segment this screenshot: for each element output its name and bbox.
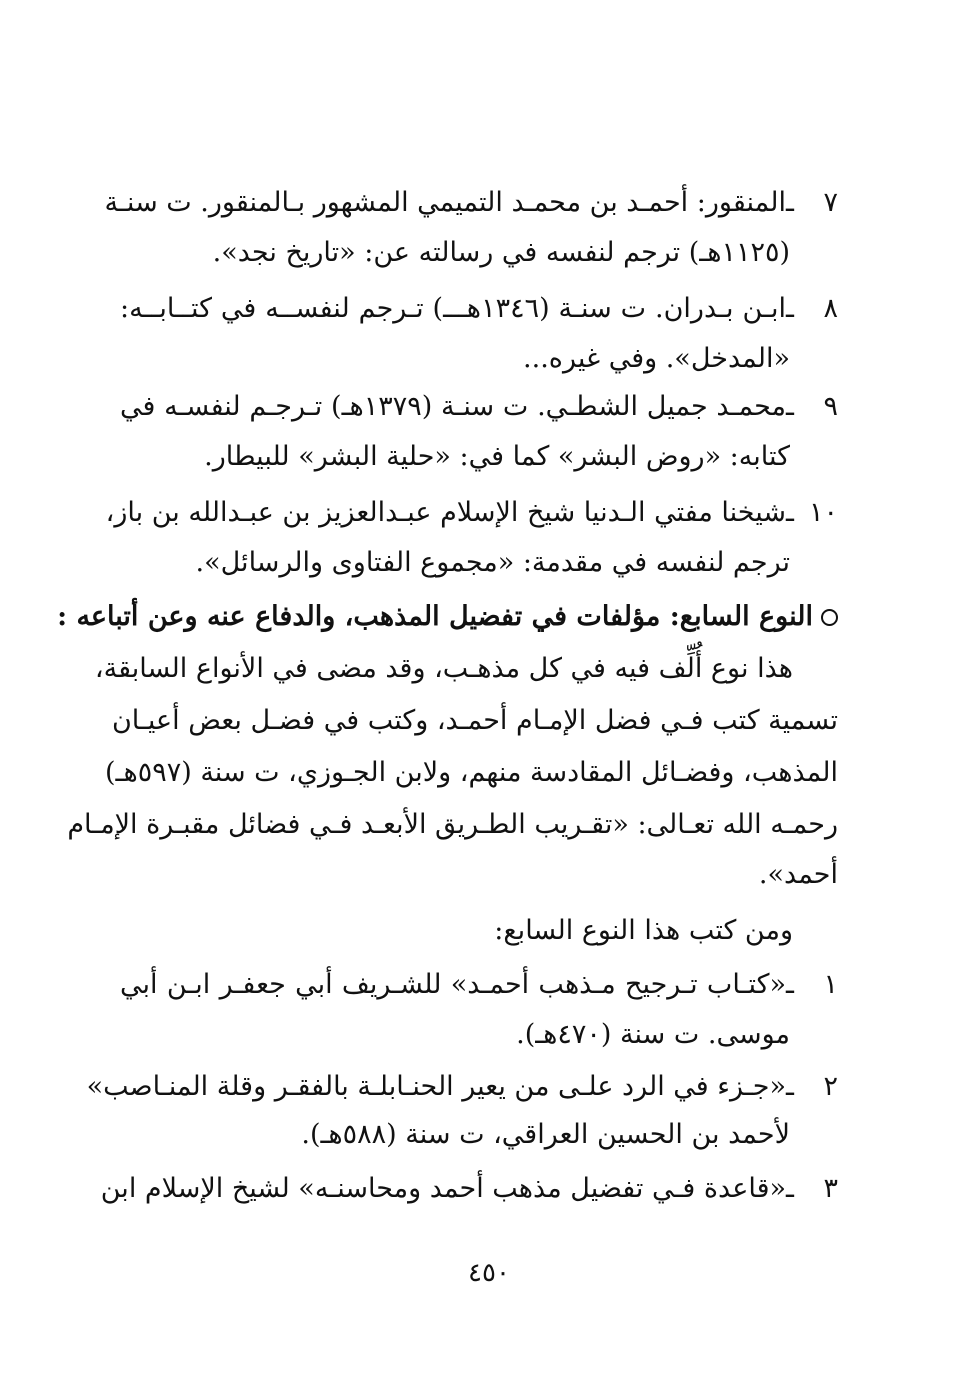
entry-number: ١٠ ـ	[786, 497, 838, 528]
entry-number: ٩ ـ	[785, 391, 838, 422]
entry-number: ٨ ـ	[786, 293, 838, 324]
entry-text: المنقور: أحمـد بن محمـد التميمي المشهور بـالمنقور. ت سنـة	[104, 187, 786, 218]
item-1-line-1	[120, 960, 838, 1012]
item-text: «قاعدة فـي تفضيل مذهب أحمد ومحاسنـه» لشيخ الإسلام ابن	[100, 1173, 786, 1204]
entry-8-line-2: «المدخل». وفي غيره...	[523, 343, 790, 374]
section-heading	[57, 592, 838, 644]
section-heading-text: النوع السابع: مؤلفات في تفضيل المذهب، والدفاع عنه وعن أتباعه :	[57, 601, 813, 632]
item-number: ١ ـ	[786, 969, 838, 1000]
item-number: ٣ ـ	[786, 1173, 838, 1204]
entry-9-line-1	[120, 382, 838, 434]
page-number: ٤٥٠	[468, 1258, 510, 1288]
item-text: «جـزء في الرد علـى من يعير الحنـابلـة بالفقـر وقلة المنـاصب»	[86, 1071, 786, 1102]
entry-text: ابـن بـدران. ت سنـة (١٣٤٦هـــ) تـرجم لنفســه في كتــابــه:	[120, 293, 786, 324]
entry-7-line-1	[104, 178, 838, 230]
entry-10-line-1	[105, 488, 838, 540]
item-2-line-2: لأحمد بن الحسين العراقي، ت سنة (٥٨٨هـ).	[301, 1119, 790, 1150]
item-text: «كتـاب تـرجيح مـذهب أحمـد» للشـريف أبي جعفـر ابـن أبي	[120, 969, 786, 1000]
entry-10-line-2: ترجم لنفسه في مقدمة: «مجموع الفتاوى والرسائل».	[195, 547, 790, 578]
item-2-line-1	[86, 1062, 838, 1114]
entry-8-line-1	[120, 284, 838, 336]
entry-7-line-2: (١١٢٥هـ) ترجم لنفسه في رسالته عن: «تاريخ نجد».	[212, 237, 790, 268]
paragraph-line: تسمية كتب فـي فضل الإمـام أحمـد، وكتب في فضـل بعض أعيـان	[111, 705, 838, 736]
entry-text: شيخنا مفتي الـدنيا شيخ الإسلام عبـدالعزيز بن عبـدالله بن باز،	[105, 497, 786, 528]
list-intro: ومن كتب هذا النوع السابع:	[494, 915, 793, 946]
item-3-line-1	[100, 1164, 838, 1216]
paragraph-line: المذهب، وفضـائل المقادسة منهم، ولابن الجـوزي، ت سنة (٥٩٧هـ)	[105, 757, 838, 788]
entry-text: محمـد جميل الشطـي. ت سنـة (١٣٧٩هـ) تـرجـم لنفسـه في	[120, 391, 786, 422]
paragraph-line: أحمد».	[758, 859, 838, 890]
entry-number: ٧ ـ	[786, 187, 838, 218]
entry-9-line-2: كتابه: «روض البشر» كما في: «حلية البشر» للبيطار.	[204, 441, 790, 472]
paragraph-line: هذا نوع أُلِّف فيه في كل مذهـب، وقد مضى في الأنواع السابقة،	[94, 653, 793, 684]
item-number: ٢ ـ	[786, 1071, 838, 1102]
paragraph-line: رحمـه الله تعـالى: «تقـريب الطـريق الأبعـد فـي فضائل مقبـرة الإمـام	[67, 809, 838, 840]
item-1-line-2: موسى. ت سنة (٤٧٠هـ).	[516, 1019, 790, 1050]
circle-bullet-icon	[821, 609, 838, 626]
